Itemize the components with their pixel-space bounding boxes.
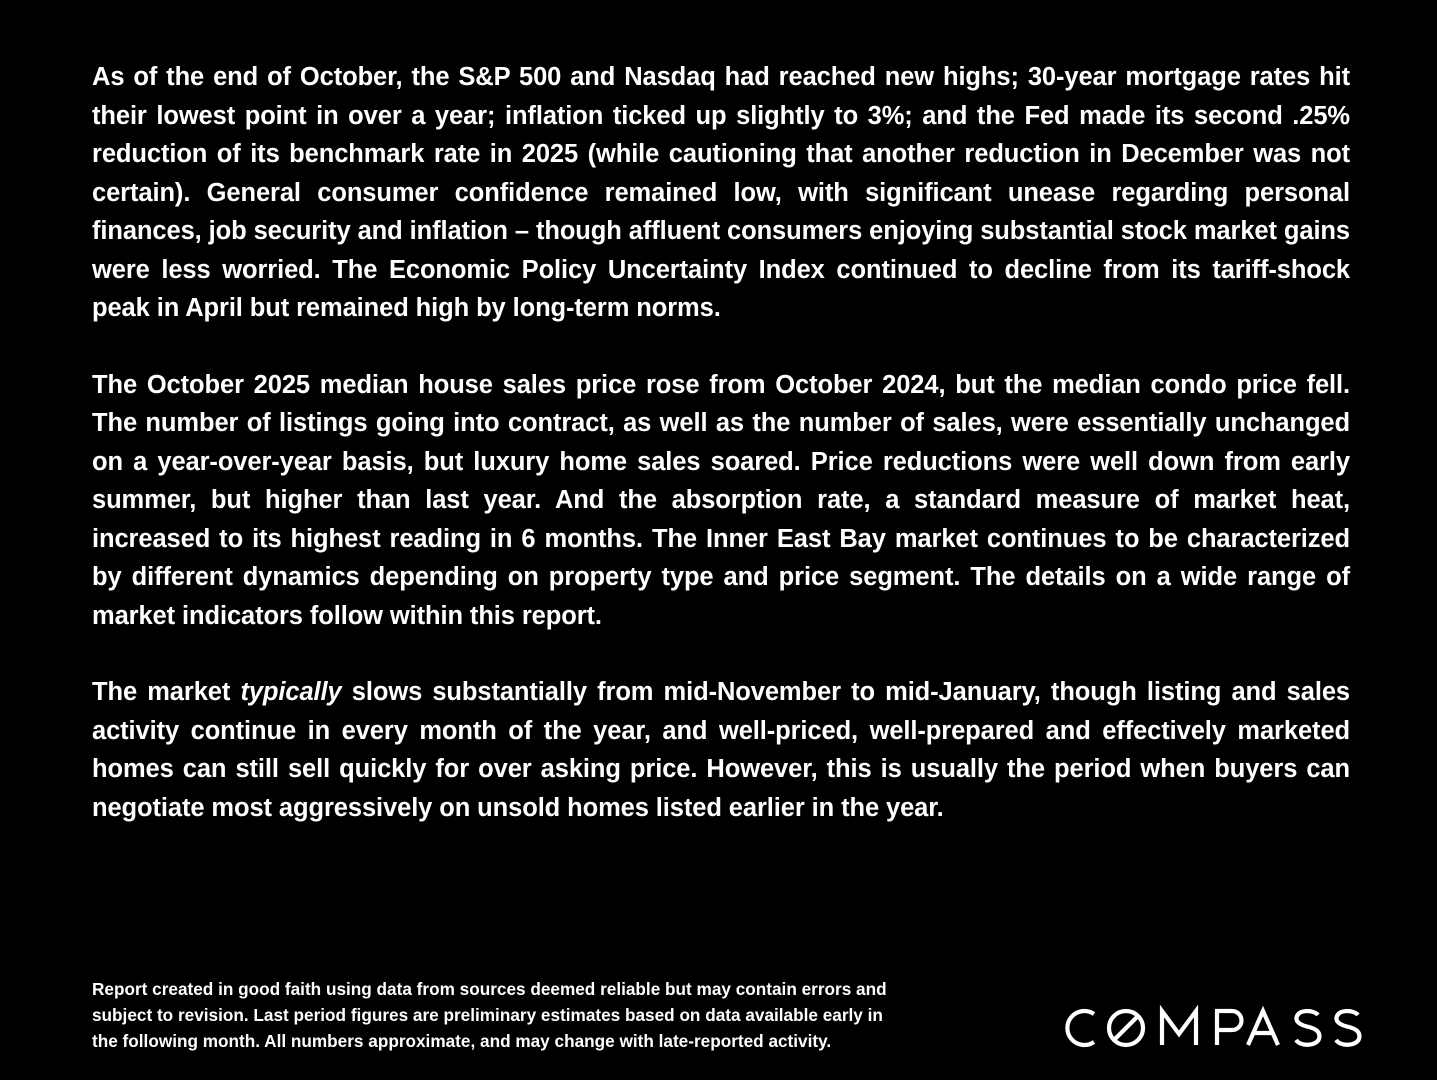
paragraph-seasonal-start: The market: [92, 678, 241, 706]
compass-logo-wordmark: [1062, 1004, 1367, 1052]
paragraph-seasonal: [92, 673, 1350, 827]
disclaimer: [92, 976, 992, 1054]
report-body: [92, 58, 1350, 865]
paragraph-economy: As of the end of October, the S&P 500 and Nasdaq had reached new highs; 30-year mortgage rates hit their lowest point in over a year; inflation ticked up slightly to 3%; and the Fed made its second .25% reduction of its benchmark rate in 2025 (while cautioning that another reduction in December was not certain). General consumer confidence remained low, with significant unease regarding personal finances, job security and inflation – though affluent consumers enjoying substantial stock market gains were less worried. The Economic Policy Uncertainty Index continued to decline from its tariff-shock peak in April but remained high by long-term norms.: [92, 63, 1350, 322]
disclaimer-line-2: subject to revision. Last period figures are preliminary estimates based on data available early in: [92, 1005, 883, 1025]
compass-logo: [1062, 1004, 1367, 1052]
paragraph-seasonal-end: slows substantially from mid-November to mid-January, though listing and sales activity continue in every month of the year, and well-priced, well-prepared and effectively marketed homes can still sell quickly for over asking price. However, this is usually the period when buyers can negotiate most aggressively on unsold homes listed earlier in the year.: [92, 678, 1350, 822]
disclaimer-line-1: Report created in good faith using data from sources deemed reliable but may contain errors and: [92, 979, 887, 999]
disclaimer-line-3: the following month. All numbers approximate, and may change with late-reported activity.: [92, 1031, 832, 1051]
paragraph-market-summary: The October 2025 median house sales price rose from October 2024, but the median condo price fell. The number of listings going into contract, as well as the number of sales, were essentially unchanged on a year-over-year basis, but luxury home sales soared. Price reductions were well down from early summer, but higher than last year. And the absorption rate, a standard measure of market heat, increased to its highest reading in 6 months. The Inner East Bay market continues to be characterized by different dynamics depending on property type and price segment. The details on a wide range of market indicators follow within this report.: [92, 370, 1350, 630]
paragraph-seasonal-emphasis: typically: [240, 678, 342, 706]
